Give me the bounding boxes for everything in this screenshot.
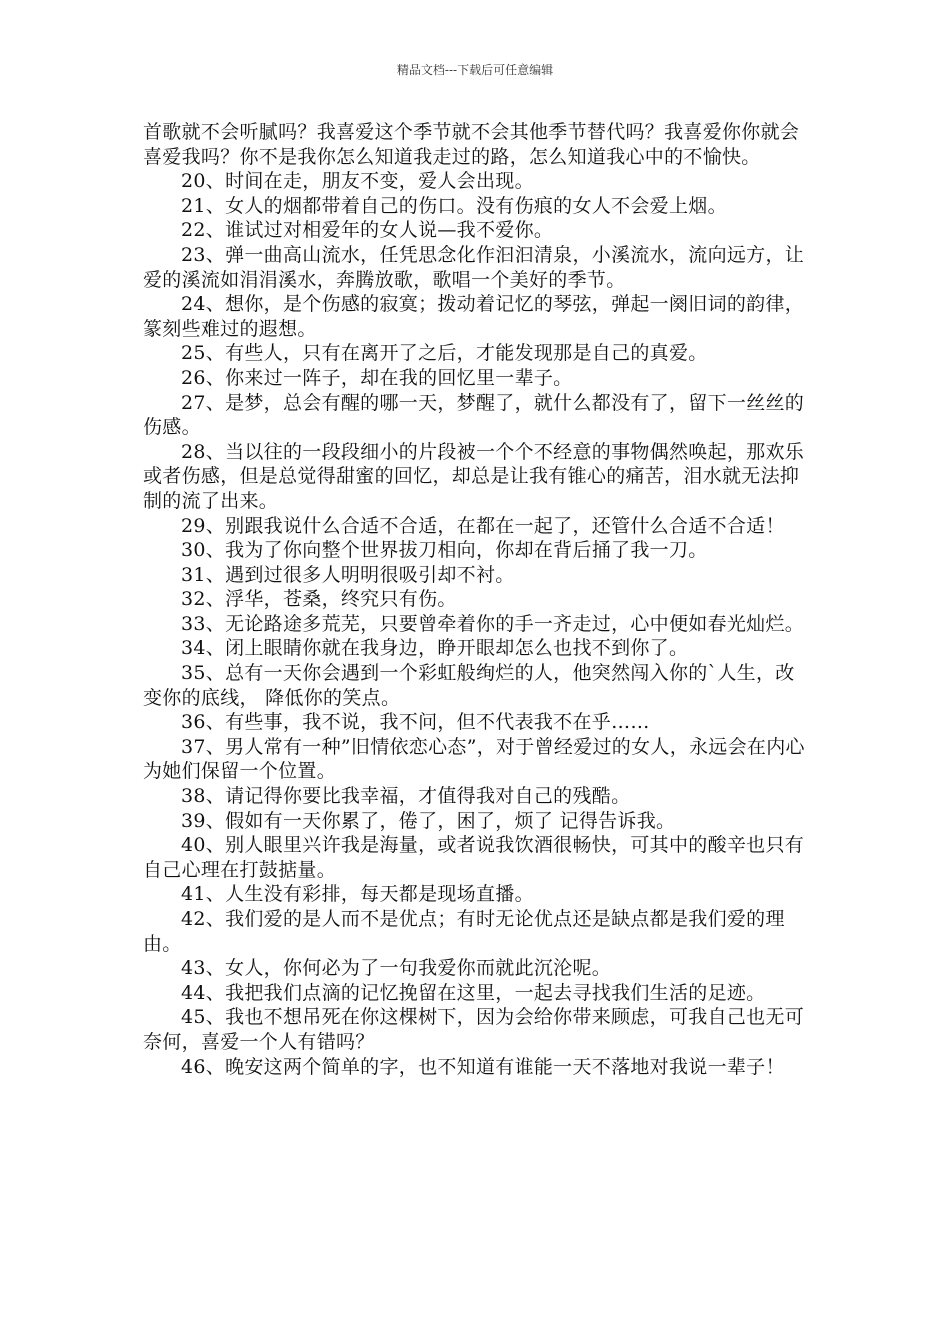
paragraph-38: 38、请记得你要比我幸福，才值得我对自己的残酷。 [181, 785, 631, 808]
paragraph-32: 32、浮华，苍桑，终究只有伤。 [181, 588, 457, 611]
paragraph-20: 20、时间在走，朋友不变，爱人会出现。 [181, 170, 534, 193]
paragraph-46: 46、晚安这两个简单的字，也不知道有谁能一天不落地对我说一辈子！ [181, 1055, 785, 1078]
paragraph-21: 21、女人的烟都带着自己的伤口。没有伤痕的女人不会爱上烟。 [181, 194, 727, 217]
paragraph-39: 39、假如有一天你累了，倦了，困了，烦了 记得告诉我。 [181, 809, 676, 832]
paragraph-26: 26、你来过一阵子，却在我的回忆里一辈子。 [181, 366, 573, 389]
paragraph-28: 28、当以往的一段段细小的片段被一个个不经意的事物偶然唤起，那欢乐或者伤感，但是总觉得甜蜜的回忆，却总是让我有锥心的痛苦，泪水就无法抑制的流了出来。 [143, 440, 805, 512]
paragraph-37: 37、男人常有一种”旧情依恋心态”，对于曾经爱过的女人，永远会在内心为她们保留一个位置。 [143, 735, 805, 783]
paragraph-29: 29、别跟我说什么合适不合适，在都在一起了，还管什么合适不合适！ [181, 514, 785, 537]
paragraph-35: 35、总有一天你会遇到一个彩虹般绚烂的人，他突然闯入你的`人生，改变你的底线， 降低你的笑点。 [143, 662, 795, 709]
page-header: 精品文档---下载后可任意编辑 [396, 63, 554, 77]
paragraph-40: 40、别人眼里兴许我是海量，或者说我饮酒很畅快，可其中的酸辛也只有自己心理在打鼓掂量。 [143, 834, 805, 881]
paragraph-36: 36、有些事，我不说，我不问，但不代表我不在乎…… [181, 711, 650, 734]
paragraph-22: 22、谁试过对相爱年的女人说—我不爱你。 [181, 219, 554, 242]
paragraph-25: 25、有些人，只有在离开了之后，才能发现那是自己的真爱。 [181, 342, 708, 365]
paragraph-30: 30、我为了你向整个世界拔刀相向，你却在背后捅了我一刀。 [181, 539, 708, 562]
paragraph-41: 41、人生没有彩排，每天都是现场直播。 [181, 883, 534, 906]
paragraph-23: 23、弹一曲高山流水，任凭思念化作汩汩清泉，小溪流水，流向远方，让爱的溪流如涓涓溪水，奔腾放歌，歌唱一个美好的季节。 [143, 243, 805, 291]
paragraph-31: 31、遇到过很多人明明很吸引却不衬。 [181, 563, 515, 586]
paragraph-27: 27、是梦，总会有醒的哪一天，梦醒了，就什么都没有了，留下一丝丝的伤感。 [143, 391, 805, 439]
paragraph-44: 44、我把我们点滴的记忆挽留在这里，一起去寻找我们生活的足迹。 [181, 981, 766, 1004]
paragraph-33: 33、无论路途多荒芜，只要曾牵着你的手一齐走过，心中便如春光灿烂。 [181, 612, 805, 635]
paragraph-34: 34、闭上眼睛你就在我身边，睁开眼却怎么也找不到你了。 [181, 637, 689, 660]
document-body [143, 120, 811, 1079]
paragraph-continuation: 首歌就不会听腻吗？我喜爱这个季节就不会其他季节替代吗？我喜爱你你就会喜爱我吗？你不是我你怎么知道我走过的路，怎么知道我心中的不愉快。 [143, 121, 800, 168]
paragraph-42: 42、我们爱的是人而不是优点；有时无论优点还是缺点都是我们爱的理由。 [143, 908, 785, 955]
paragraph-43: 43、女人，你何必为了一句我爱你而就此沉沦呢。 [181, 957, 612, 980]
paragraph-24: 24、想你，是个伤感的寂寞；拨动着记忆的琴弦，弹起一阕旧词的韵律，篆刻些难过的遐想。 [143, 293, 805, 340]
paragraph-45: 45、我也不想吊死在你这棵树下，因为会给你带来顾虑，可我自己也无可奈何，喜爱一个人有错吗？ [143, 1006, 805, 1053]
